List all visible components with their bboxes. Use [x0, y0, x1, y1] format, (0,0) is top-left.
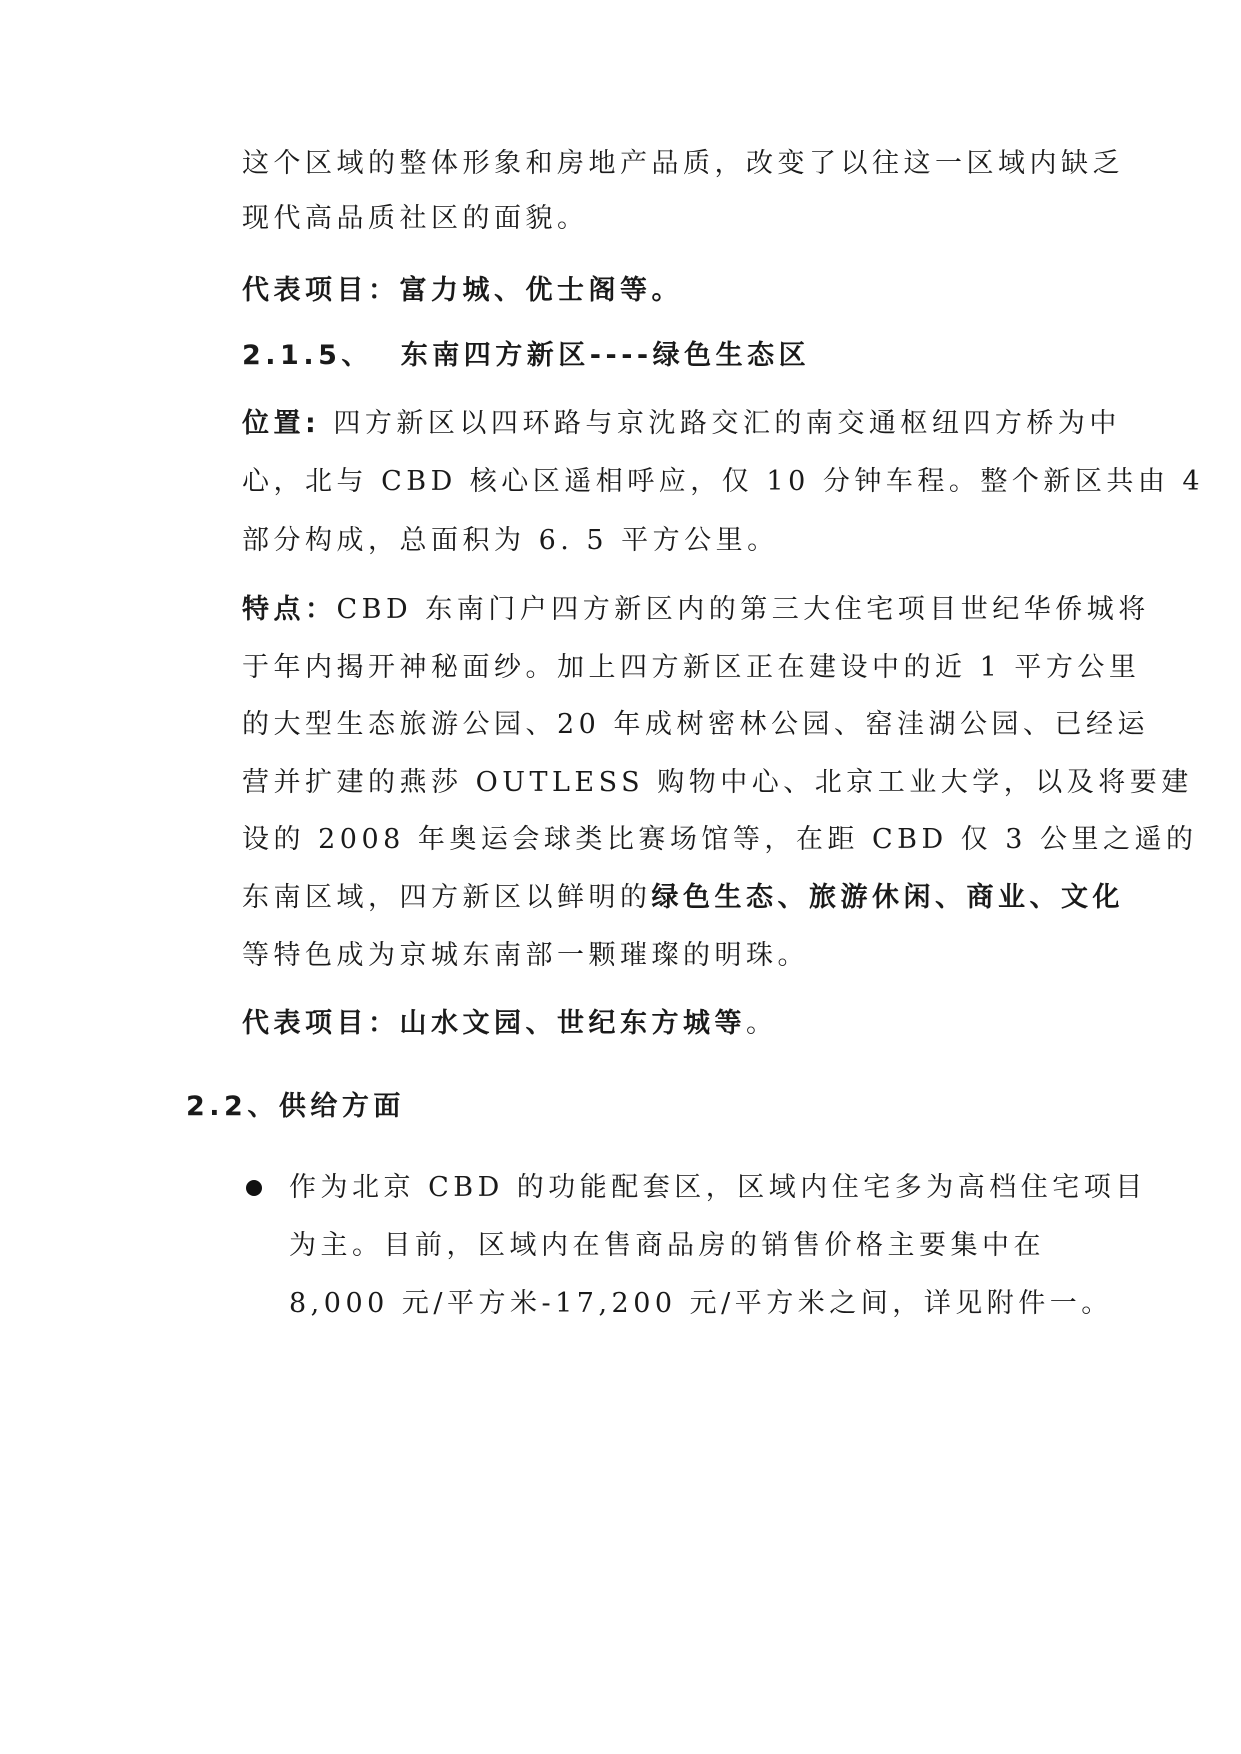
section-heading-2-1-5: [242, 338, 810, 374]
representative-projects-1: [242, 273, 683, 309]
features-label: 特点：: [242, 594, 337, 625]
bullet-line-3: 8,000 元/平方米-17,200 元/平方米之间，详见附件一。: [289, 1288, 1113, 1319]
rep-project-tail: 。: [746, 1008, 778, 1039]
section-heading-2-2: 2.2、供给方面: [186, 1091, 405, 1122]
rep-project-label: 代表项目：: [242, 275, 400, 306]
bullet-line-2: 为主。目前，区域内在售商品房的销售价格主要集中在: [289, 1230, 1045, 1261]
intro-line-1: 这个区域的整体形象和房地产品质，改变了以往这一区域内缺乏: [242, 148, 1124, 179]
features-line-2: 于年内揭开神秘面纱。加上四方新区正在建设中的近 1 平方公里: [242, 652, 1141, 683]
features-line-1: [242, 592, 1150, 628]
location-line-1: [242, 406, 1121, 442]
intro-line-2: 现代高品质社区的面貌。: [242, 203, 589, 234]
rep-project-value: 富力城、优士阁等。: [399, 275, 683, 306]
features-line-5: 设的 2008 年奥运会球类比赛场馆等，在距 CBD 仅 3 公里之遥的: [242, 824, 1198, 855]
section-number: 2.1.5、: [242, 340, 373, 371]
rep-project-value: 山水文园、世纪东方城等: [399, 1008, 746, 1039]
location-label: 位置:: [242, 408, 321, 439]
bullet-line-1: 作为北京 CBD 的功能配套区，区域内住宅多为高档住宅项目: [289, 1172, 1147, 1203]
features-line-7: 等特色成为京城东南部一颗璀璨的明珠。: [242, 940, 809, 971]
features-line-6-text: 东南区域，四方新区以鲜明的: [242, 882, 652, 913]
features-line-6: [242, 880, 1124, 916]
location-line-2: 心，北与 CBD 核心区遥相呼应，仅 10 分钟车程。整个新区共由 4: [242, 466, 1205, 497]
features-line-4: 营并扩建的燕莎 OUTLESS 购物中心、北京工业大学，以及将要建: [242, 767, 1193, 798]
section-title: 东南四方新区----绿色生态区: [400, 340, 811, 371]
representative-projects-2: [242, 1006, 778, 1042]
features-text: CBD 东南门户四方新区内的第三大住宅项目世纪华侨城将: [336, 594, 1150, 625]
rep-project-label: 代表项目：: [242, 1008, 400, 1039]
features-highlight: 绿色生态、旅游休闲、商业、文化: [651, 882, 1124, 913]
features-line-3: 的大型生态旅游公园、20 年成树密林公园、窑洼湖公园、已经运: [242, 709, 1149, 740]
location-line-3: 部分构成，总面积为 6. 5 平方公里。: [242, 525, 779, 556]
location-text: 四方新区以四环路与京沈路交汇的南交通枢纽四方桥为中: [320, 408, 1121, 439]
bullet-icon: [246, 1180, 262, 1196]
